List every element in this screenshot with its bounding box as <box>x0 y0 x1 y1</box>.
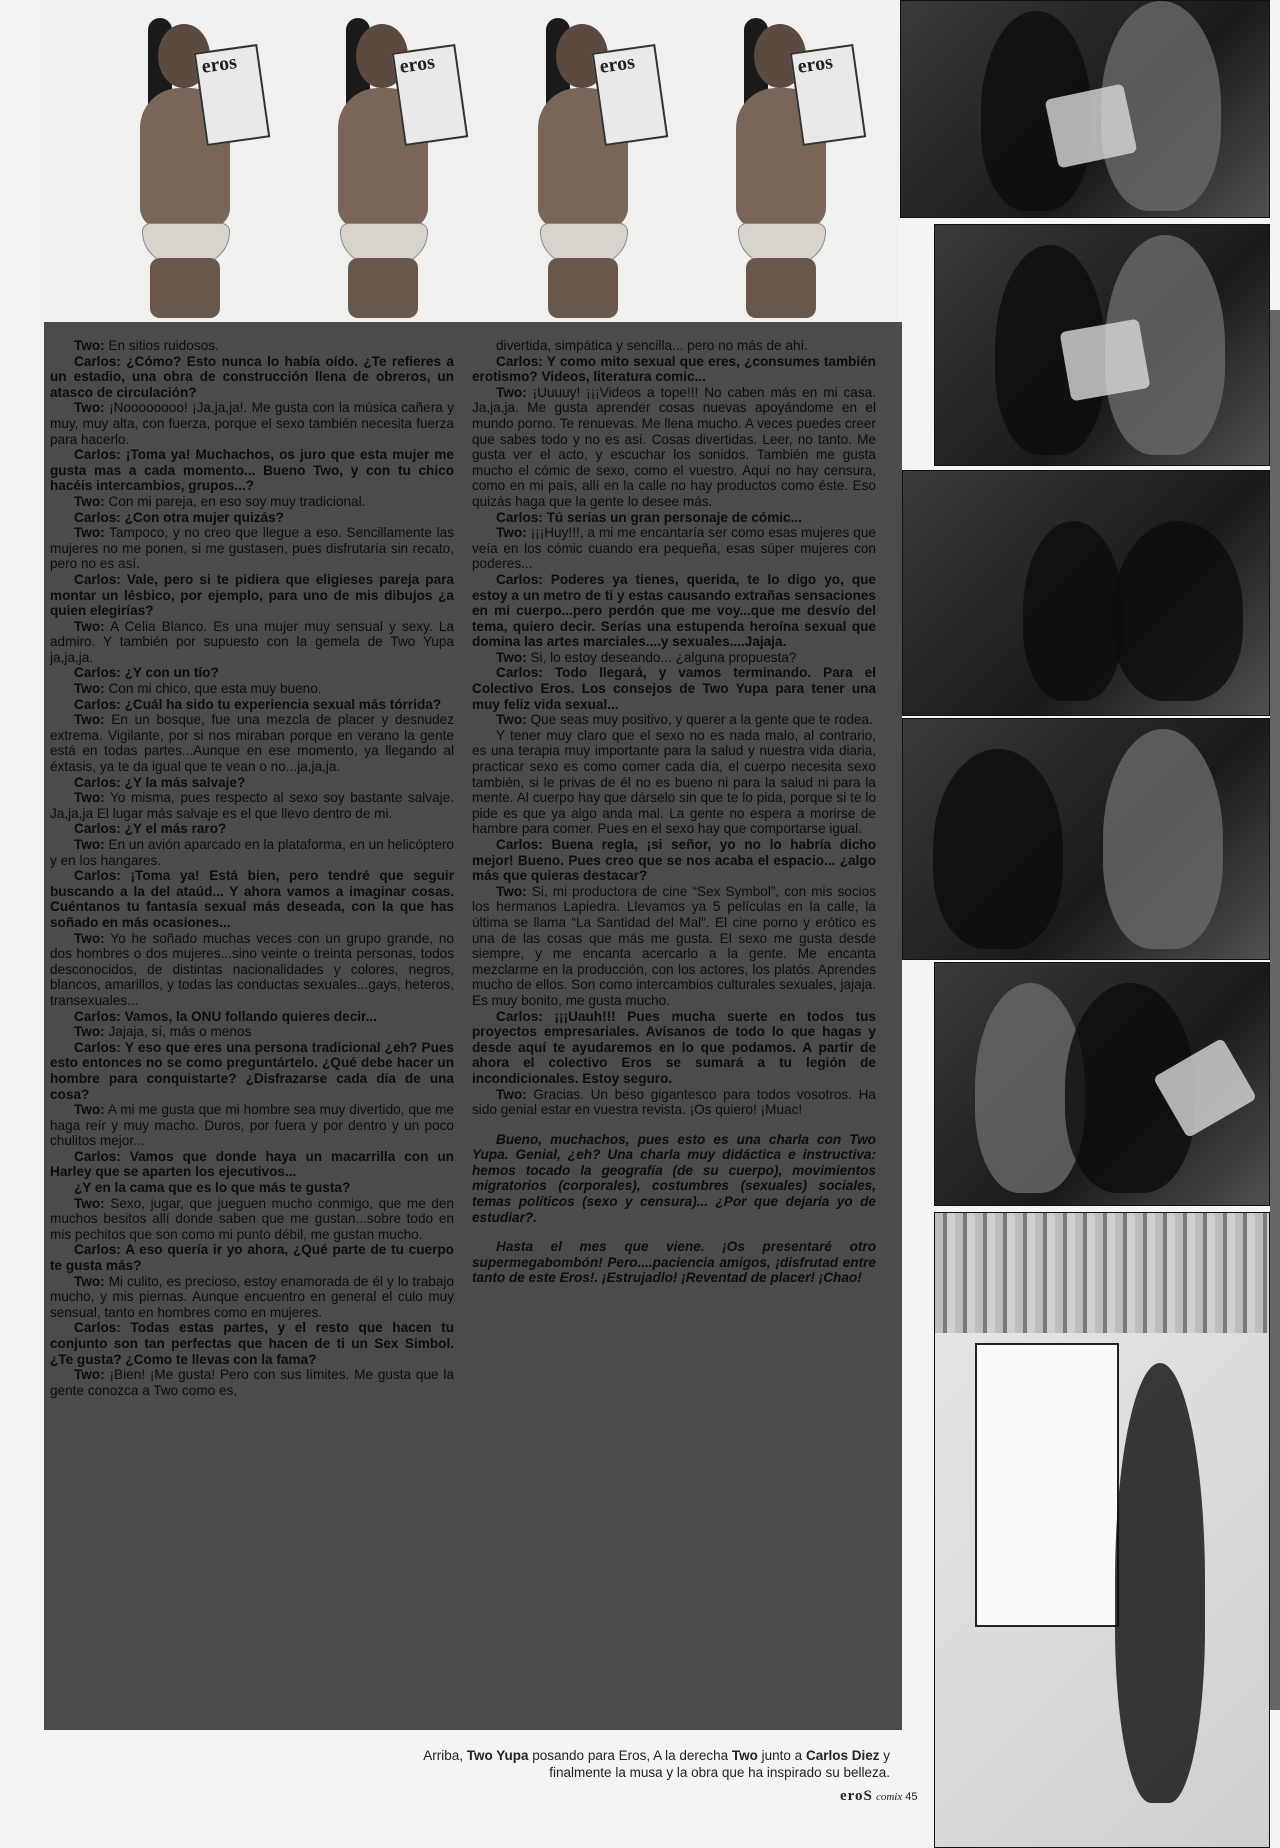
answer-text: Tampoco, y no creo que llegue a eso. Sencillamente las mujeres no me ponen, si me gustasen, pues disfrutaría sin recato, pero no es así. <box>50 525 454 572</box>
speaker-label: Carlos: Y como mito sexual que eres, ¿consumes también erotismo? Videos, literatura comic... <box>472 353 876 385</box>
caption-text: posando para Eros, A la derecha <box>528 1748 732 1763</box>
interview-paragraph <box>472 884 876 1009</box>
interview-paragraph <box>50 665 454 681</box>
interview-paragraph <box>50 1009 454 1025</box>
page-folio <box>840 1788 918 1805</box>
interview-paragraph <box>472 385 876 510</box>
speaker-label: Carlos: Todo llegará, y vamos terminando. Para el Colectivo Eros. Los consejos de Two Yupa para tener una muy feliz vida sexual... <box>472 665 876 712</box>
interview-paragraph <box>50 775 454 791</box>
interview-paragraph <box>50 1149 454 1180</box>
answer-text: En un avión aparcado en la plataforma, en un helicóptero y en los hangares. <box>50 837 454 868</box>
interview-paragraph <box>50 338 454 354</box>
speaker-label: Carlos: ¡¡¡Uauh!!! Pues mucha suerte en todos tus proyectos empresariales. Avísanos de todo lo que hagas y desde aquí te ayudaremos en lo que podamos. A partir de ahora el colectivo Eros se sumará a tu legión de incondicionales. Estoy seguro. <box>472 1008 876 1086</box>
interview-paragraph <box>472 525 876 572</box>
interview-paragraph <box>50 1102 454 1149</box>
answer-text: A Celia Blanco. Es una mujer muy sensual y sexy. La admiro. Y también por supuesto con la gemela de Two Yupa ja,ja,ja. <box>50 618 454 665</box>
answer-text: Con mi pareja, en eso soy muy tradicional. <box>104 493 366 509</box>
speaker-label: Carlos: ¿Y la más salvaje? <box>74 774 246 790</box>
interview-paragraph <box>50 697 454 713</box>
speaker-label: Carlos: Buena regla, ¡si señor, yo no lo habría dicho mejor! Bueno. Pues creo que se nos acaba el espacio... ¿algo más que quieras destacar? <box>472 837 876 884</box>
speaker-label: Two: <box>74 400 105 416</box>
answer-text: Que seas muy positivo, y querer a la gente que te rodea. <box>526 712 873 728</box>
speaker-label: Two: <box>74 930 105 946</box>
interview-paragraph <box>472 665 876 712</box>
interview-paragraph <box>50 525 454 572</box>
interview-paragraph <box>50 931 454 1009</box>
answer-text: divertida, simpática y sencilla... pero no más de ahí. <box>496 338 809 353</box>
speaker-label: Two: <box>74 1195 105 1211</box>
interview-paragraph <box>472 712 876 728</box>
answer-text: ¡Noooooooo! ¡Ja,ja,ja!. Me gusta con la música cañera y muy, muy alta, con fuerza, porque el sexo también necesita fuerza para hacerlo. <box>50 400 454 447</box>
caption-name: Two Yupa <box>466 1748 529 1763</box>
magazine-cover <box>194 44 270 146</box>
interview-paragraph <box>50 821 454 837</box>
magazine-cover <box>790 44 866 146</box>
speaker-label: Two: <box>496 712 527 728</box>
speaker-label: Carlos: ¿Cuál ha sido tu experiencia sexual más tórrida? <box>74 696 442 712</box>
speaker-label: Two: <box>74 790 105 806</box>
interview-paragraph <box>50 1196 454 1243</box>
magazine-cover-title: eros <box>796 51 835 78</box>
speaker-label: Carlos: Vamos que donde haya un macarrilla con un Harley que se aparten los ejecutivos... <box>50 1148 454 1180</box>
interview-paragraph <box>472 338 876 354</box>
speaker-label: Two: <box>74 493 105 509</box>
speaker-label: Two: <box>74 712 105 728</box>
interview-paragraph <box>50 1024 454 1040</box>
interview-paragraph <box>50 681 454 697</box>
photo-interview-5 <box>934 962 1270 1206</box>
model-photo-2 <box>288 18 478 318</box>
speaker-label: Carlos: Y eso que eres una persona tradicional ¿eh? Pues esto entonces no se como preguntártelo. ¿Qué debe hacer un hombre para conquistarte? ¿Disfrazarse cada día de una cosa? <box>50 1039 454 1102</box>
model-photo-1 <box>90 18 280 318</box>
photo-interview-3 <box>902 470 1270 716</box>
speaker-label: Carlos: ¿Con otra mujer quizás? <box>74 509 284 525</box>
speaker-label: Two: <box>496 883 527 899</box>
interview-paragraph <box>50 1320 454 1367</box>
answer-text: Yo misma, pues respecto al sexo soy bastante salvaje. Ja,ja,ja El lugar más salvaje es el que llevo dentro de mi. <box>50 790 454 821</box>
top-photo-strip <box>40 0 898 322</box>
interview-paragraph <box>50 1367 454 1398</box>
magazine-cover <box>592 44 668 146</box>
model-photo-4 <box>686 18 876 318</box>
speaker-label: Carlos: ¡Toma ya! Muchachos, os juro que esta mujer me gusta mas a cada momento... Bueno Two, y con tu chico hacéis intercambios, grupos...? <box>50 447 454 494</box>
photo-interview-1 <box>900 0 1270 218</box>
interview-paragraph <box>472 650 876 666</box>
answer-text: Con mi chico, que esta muy bueno. <box>104 681 322 697</box>
speaker-label: Carlos: Tú serías un gran personaje de cómic... <box>496 509 802 525</box>
interview-paragraph <box>50 1242 454 1273</box>
page-edge <box>1270 310 1280 1710</box>
caption-text: Arriba, <box>423 1748 467 1763</box>
closing-paragraph: Hasta el mes que viene. ¡Os presentaré otro supermegabombón! Pero....paciencia amigos, ¡disfrutad entre tanto de este Eros!. ¡Estrujadlo! ¡Reventad de placer! ¡Chao! <box>472 1239 876 1286</box>
answer-text: Yo he soñado muchas veces con un grupo grande, no dos hombres o dos mujeres...sino veinte o treinta personas, todos desconocidos, de distintas nacionalidades y colores, negros, blancos, amarillos, y todas las conductas sexuales...gays, heteros, transexuales... <box>50 930 454 1008</box>
interview-paragraph <box>50 868 454 930</box>
page-number: 45 <box>905 1791 918 1803</box>
interview-paragraph <box>50 400 454 447</box>
answer-text: A mi me gusta que mi hombre sea muy divertido, que me haga reír y muy macho. Duros, por fuera y por dentro y un poco chulitos mejor... <box>50 1102 454 1149</box>
answer-text: Mi culito, es precioso, estoy enamorada de él y lo trabajo mucho, y mis piernas. Aunque encuentro en general el culo muy sensual, tanto en hombres como en mujeres. <box>50 1273 454 1320</box>
speaker-label: Carlos: A eso quería ir yo ahora, ¿Qué parte de tu cuerpo te gusta más? <box>50 1242 454 1274</box>
speaker-label: Two: <box>74 681 105 697</box>
model-photo-3 <box>488 18 678 318</box>
answer-text: Y tener muy claro que el sexo no es nada malo, al contrario, es una terapia muy importante para la salud y nuestra vida diaria, practicar sexo es como comer cada día, el cuerpo necesita sexo también, si le privas de él no es bueno ni para la salud ni para la mente. Al cuerpo hay que dárselo sin que te lo pida, porque si te lo pide es que ya algo anda mal. La gente no espera a morirse de hambre para comer. Pues en el sexo hay que comportarse igual. <box>472 727 876 837</box>
interview-paragraph <box>50 790 454 821</box>
photo-interview-4 <box>902 718 1270 960</box>
speaker-label: Carlos: ¿Y con un tío? <box>74 665 219 681</box>
article-column-2 <box>472 338 876 1286</box>
magazine-cover <box>392 44 468 146</box>
interview-paragraph <box>50 447 454 494</box>
speaker-label: Two: <box>74 1367 105 1383</box>
speaker-label: Carlos: ¿Cómo? Esto nunca lo había oído. ¿Te refieres a un estadio, una obra de construcción llena de obreros, un atasco de circulación? <box>50 353 454 400</box>
speaker-label: Two: <box>496 649 527 665</box>
speaker-label: Two: <box>74 338 105 353</box>
interview-paragraph <box>50 712 454 774</box>
interview-paragraph <box>472 354 876 385</box>
speaker-label: Two: <box>496 525 527 541</box>
interview-paragraph <box>50 1040 454 1102</box>
answer-text: Jajaja, sí, más o menos <box>104 1024 252 1040</box>
interview-paragraph <box>472 1009 876 1087</box>
closing-paragraph: Bueno, muchachos, pues esto es una charla con Two Yupa. Genial, ¿eh? Una charla muy didáctica e instructiva: hemos tocado la geografía (de su cuerpo), movimientos migratorios (corporales), costumbres (sexuales) sociales, temas políticos (sexo y censura)... ¿Por que dejaría yo de estudiar?. <box>472 1131 876 1225</box>
speaker-label: Two: <box>74 837 105 852</box>
photo-caption <box>380 1747 890 1781</box>
speaker-label: Carlos: Todas estas partes, y el resto que hacen tu conjunto son tan perfectas que hacen de ti un Sex Simbol. ¿Te gusta? ¿Como te llevas con la fama? <box>50 1320 454 1367</box>
answer-text: En sitios ruidosos. <box>104 338 219 353</box>
interview-paragraph <box>50 354 454 401</box>
speaker-label: Two: <box>74 618 105 634</box>
interview-paragraph <box>50 837 454 868</box>
speaker-label: Two: <box>496 1086 527 1102</box>
answer-text: Sexo, jugar, que jueguen mucho conmigo, que me den muchos besitos allí donde saben que me gustan...sobre todo en mis pechitos que son como mi punto débil, me gustan mucho. <box>50 1195 454 1242</box>
interview-paragraph <box>472 837 876 884</box>
article-column-1 <box>50 338 454 1398</box>
speaker-label: Two: <box>74 1102 105 1118</box>
interview-paragraph <box>472 1087 876 1118</box>
answer-text: Gracias. Un beso gigantesco para todos vosotros. Ha sido genial estar en vuestra revista. ¡Os quiero! ¡Muac! <box>472 1086 876 1118</box>
answer-text: ¡Uuuuy! ¡¡¡Videos a tope!!! No caben más en mi casa. Ja,ja,ja. Me gusta aprender cosas nuevas apoyándome en el mundo porno. Te renuevas. Me llena mucho. A veces puedes creer que sabes todo y no es así. Cosas divertidas. Leer, no tanto. Me gusta ver el acto, y escuchar los sonidos. También me gusta mucho el cómic de sexo, como el vuestro. Aquí no hay censura, como en mi país, allí en la calle no hay productos como éste. Eso quizás haga que la gente lo desee más. <box>472 384 876 509</box>
folio-brand: eroS <box>840 1788 873 1804</box>
speaker-label: Carlos: Vamos, la ONU follando quieres decir... <box>74 1008 377 1024</box>
caption-name: Two <box>731 1748 758 1763</box>
interview-paragraph <box>50 494 454 510</box>
interview-paragraph <box>50 1274 454 1321</box>
interview-paragraph <box>472 510 876 526</box>
photo-muse-and-artwork <box>934 1212 1270 1848</box>
interview-paragraph <box>472 728 876 837</box>
speaker-label: Two: <box>74 1273 105 1289</box>
interview-paragraph <box>472 572 876 650</box>
answer-text: ¡Bien! ¡Me gusta! Pero con sus límites. Me gusta que la gente conozca a Two como es, <box>50 1367 454 1398</box>
magazine-cover-title: eros <box>398 51 437 78</box>
interview-paragraph <box>50 572 454 619</box>
answer-text: ¡¡¡Huy!!!, a mi me encantaría ser como esas mujeres que veía en los cómic cuando era pequeña, esas súper mujeres con poderes... <box>472 525 876 572</box>
speaker-label: Two: <box>74 525 105 541</box>
speaker-label: Carlos: Vale, pero si te pidiera que eligieses pareja para montar un lésbico, por ejemplo, para uno de mis dibujos ¿a quien elegirías? <box>50 571 454 619</box>
speaker-label: Two: <box>496 384 527 400</box>
caption-text: junto a <box>757 1748 806 1763</box>
interview-paragraph <box>50 510 454 526</box>
magazine-cover-title: eros <box>598 51 637 78</box>
speaker-label: Carlos: Poderes ya tienes, querida, te lo digo yo, que estoy a un metro de ti y estas causando extrañas sensaciones en mi cuerpo...pero perdón que me voy...que me desvío del tema, quiero decir. Serías una estupenda heroína sexual que domina las artes marciales....y sexuales....Jajaja. <box>472 571 876 650</box>
speaker-label: Two: <box>74 1024 105 1040</box>
interview-paragraph <box>50 619 454 666</box>
speaker-label: Carlos: ¡Toma ya! Está bien, pero tendré que seguir buscando a la del ataúd... Y ahora vamos a imaginar cosas. Cuéntanos tu fantasía sexual más deseada, con la que has soñado en más ocasiones... <box>50 868 454 930</box>
answer-text: Si, lo estoy deseando... ¿alguna propuesta? <box>526 649 797 665</box>
photo-interview-2 <box>934 224 1270 466</box>
answer-text: Si, mi productora de cine “Sex Symbol”, con mis socios los hermanos Lapiedra. Llevamos ya 5 películas en la calle, la última se llama “La Santidad del Mal”. El cine porno y erótico es una de las cosas que más me gusta. El sexo me gusta desde siempre, y me encanta acercarlo a la gente. Me encanta mezclarme en la producción, con los actores, los platós. Aprendes mucho de ellos. Son como intercambios culturales sexuales, jajaja. Es muy bonito, me gusta mucho. <box>472 883 876 1008</box>
folio-sub: comix <box>875 1791 903 1803</box>
magazine-cover-title: eros <box>200 51 239 78</box>
speaker-label: Carlos: ¿Y el más raro? <box>74 821 227 837</box>
answer-text: En un bosque, fue una mezcla de placer y desnudez extrema. Vigilante, por si nos miraban porque en verano la gente está en todas partes...Aunque en ese momento, ya llegando al éxtasis, ya te da igual que te vean o no...ja,ja,ja. <box>50 712 454 775</box>
caption-text: y finalmente la musa y la obra que ha inspirado su belleza. <box>549 1748 890 1780</box>
interview-paragraph <box>50 1180 454 1196</box>
speaker-label: ¿Y en la cama que es lo que más te gusta? <box>74 1180 351 1196</box>
caption-name: Carlos Diez <box>805 1748 880 1763</box>
